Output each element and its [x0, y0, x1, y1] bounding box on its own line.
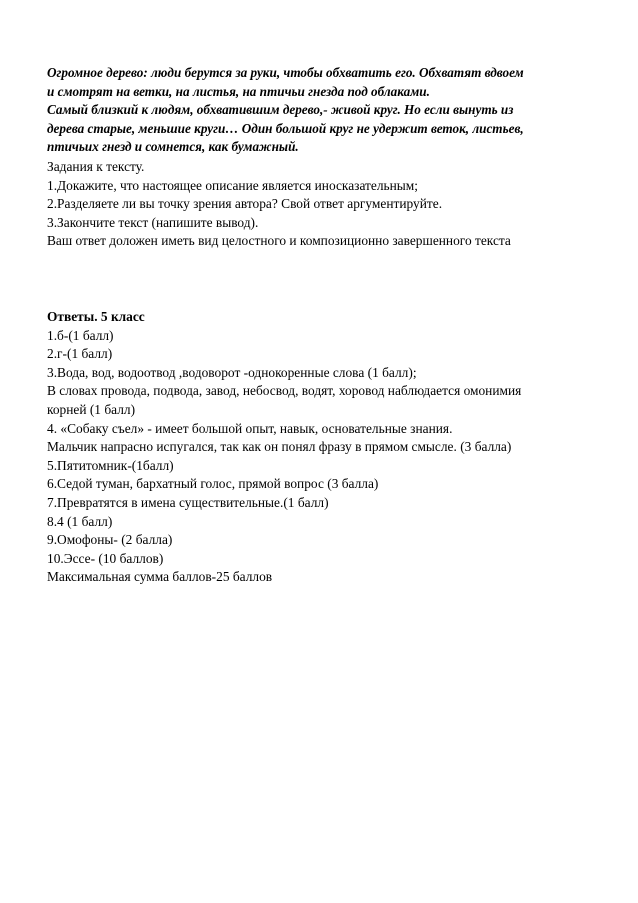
passage-line: Самый близкий к людям, обхватившим дерево,- живой круг. Но если вынуть из	[47, 102, 514, 118]
answer-line: В словах провода, подвода, завод, небосвод, водят, хоровод наблюдается омонимия	[47, 383, 522, 399]
answer-line: 1.б-(1 балл)	[47, 327, 114, 343]
passage-text	[47, 64, 607, 157]
answer-line: 2.г-(1 балл)	[47, 346, 113, 362]
passage-line: дерева старые, меньшие круги… Один большой круг не удержит веток, листьев,	[47, 120, 524, 136]
answers-title: Ответы. 5 класс	[47, 309, 145, 324]
answer-line: Максимальная сумма баллов-25 баллов	[47, 569, 273, 585]
passage-line: Огромное дерево: люди берутся за руки, чтобы обхватить его. Обхватят вдвоем	[47, 65, 524, 80]
answer-line: 6.Седой туман, бархатный голос, прямой вопрос (3 балла)	[47, 476, 379, 492]
answer-line: Мальчик напрасно испугался, так как он понял фразу в прямом смысле. (3 балла)	[47, 439, 512, 455]
answer-line: 9.Омофоны- (2 балла)	[47, 532, 173, 548]
answers-section	[47, 308, 607, 587]
passage-line: птичьих гнезд и сомнется, как бумажный.	[47, 139, 299, 155]
answer-line: 4. «Собаку съел» - имеет большой опыт, навык, основательные знания.	[47, 420, 453, 436]
answer-line: 8.4 (1 балл)	[47, 513, 113, 529]
answer-line: корней (1 балл)	[47, 401, 136, 417]
answer-line: 5.Пятитомник-(1балл)	[47, 457, 174, 473]
task-item: 3.Закончите текст (напишите вывод).	[47, 214, 259, 230]
tasks-title: Задания к тексту.	[47, 159, 145, 174]
task-item: 2.Разделяете ли вы точку зрения автора? Свой ответ аргументируйте.	[47, 196, 443, 212]
task-item: 1.Докажите, что настоящее описание является иносказательным;	[47, 177, 418, 193]
passage-line: и смотрят на ветки, на листья, на птичьи гнезда под облаками.	[47, 83, 430, 99]
answer-line: 3.Вода, вод, водоотвод ,водоворот -однокоренные слова (1 балл);	[47, 364, 417, 380]
answer-line: 10.Эссе- (10 баллов)	[47, 550, 164, 566]
tasks-section	[47, 158, 607, 251]
task-item: Ваш ответ доложен иметь вид целостного и композиционно завершенного текста	[47, 233, 511, 249]
answer-line: 7.Превратятся в имена существительные.(1 балл)	[47, 494, 329, 510]
